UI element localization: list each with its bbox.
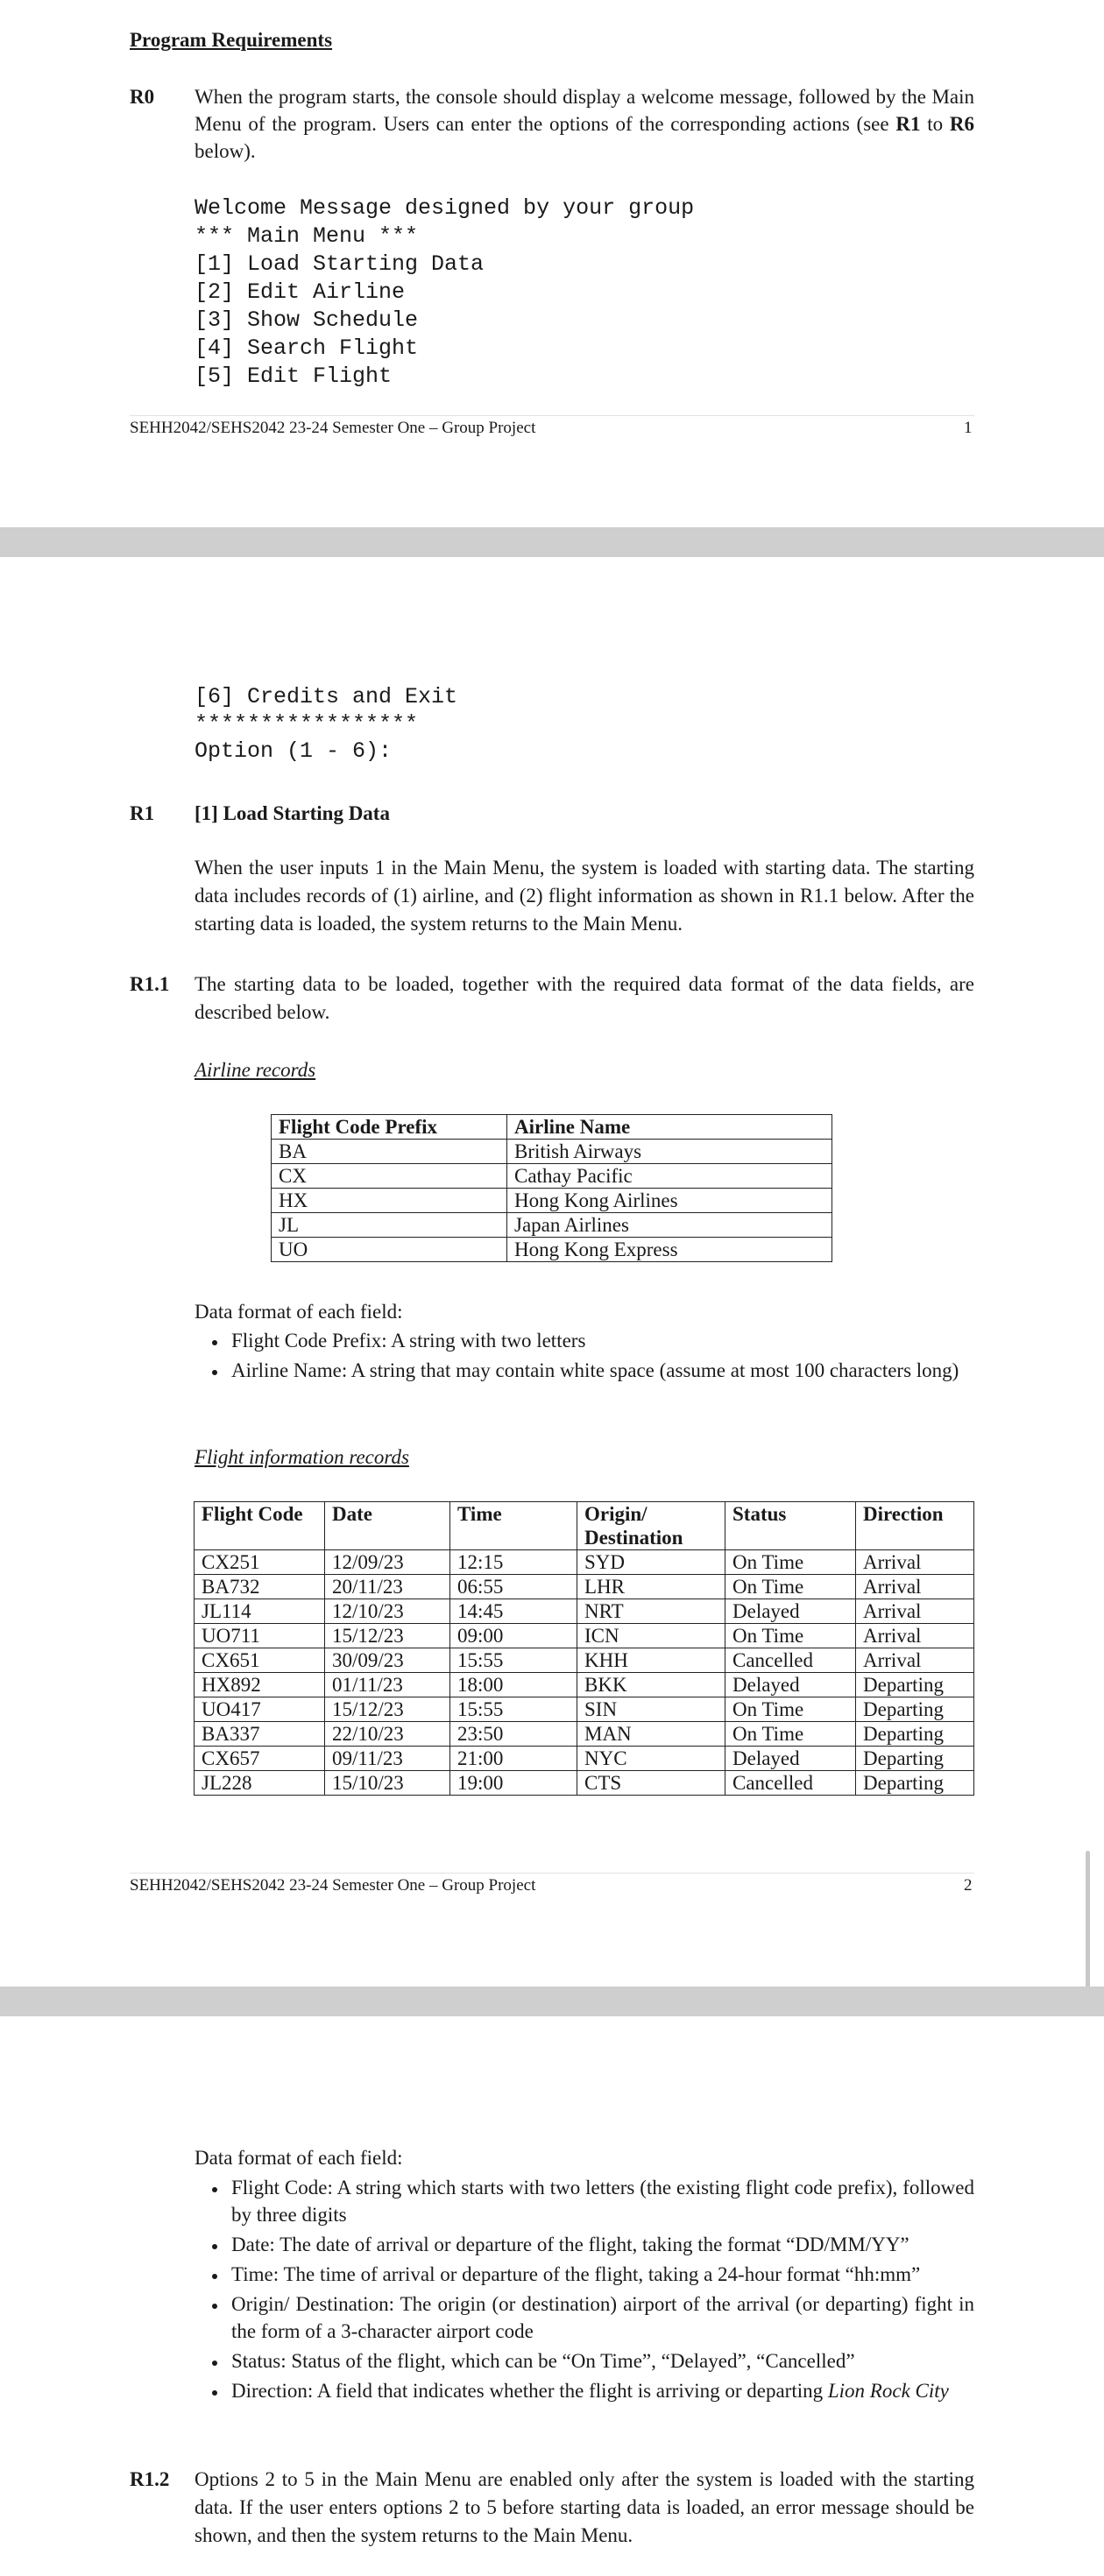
footer-divider	[130, 1873, 974, 1874]
cell: JL228	[195, 1771, 325, 1796]
cell: HX892	[195, 1673, 325, 1697]
cell: 15:55	[450, 1648, 577, 1673]
table-row	[195, 1697, 974, 1722]
cell: CX251	[195, 1550, 325, 1575]
r1-label: R1	[130, 802, 155, 824]
r1-1-text: The starting data to be loaded, together with the required data format of the data fields, are described below.	[195, 973, 974, 1023]
cell: CX	[272, 1164, 507, 1189]
column-header: Airline Name	[507, 1115, 832, 1140]
cell: KHH	[577, 1648, 725, 1673]
airline-format-list	[195, 1327, 974, 1384]
cell: SIN	[577, 1697, 725, 1722]
scrollbar-thumb[interactable]	[1086, 1851, 1090, 1991]
cell: Departing	[856, 1673, 974, 1697]
page-number: 1	[964, 419, 973, 437]
cell: 09:00	[450, 1624, 577, 1648]
r1-2-label: R1.2	[130, 2468, 170, 2490]
cell: On Time	[725, 1550, 856, 1575]
list-item: • Airline Name: A string that may contain white space (assume at most 100 characters long)	[228, 1357, 974, 1384]
cell: British Airways	[507, 1140, 832, 1164]
table-row	[195, 1747, 974, 1771]
cell: Hong Kong Airlines	[507, 1189, 832, 1213]
r1-2-text: Options 2 to 5 in the Main Menu are enabled only after the system is loaded with the starting data. If the user enters options 2 to 5 before starting data is loaded, an error message should be shown, and then the system returns to the Main Menu.	[195, 2468, 974, 2546]
cell: 23:50	[450, 1722, 577, 1747]
cell: Departing	[856, 1747, 974, 1771]
column-header: Flight Code	[195, 1502, 325, 1550]
cell: 15/12/23	[325, 1697, 450, 1722]
table-row	[272, 1213, 832, 1238]
cell: 12/10/23	[325, 1599, 450, 1624]
column-header: Flight Code Prefix	[272, 1115, 507, 1140]
cell: 19:00	[450, 1771, 577, 1796]
column-header: Origin/ Destination	[577, 1502, 725, 1550]
table-row	[272, 1189, 832, 1213]
cell: Arrival	[856, 1550, 974, 1575]
cell: 01/11/23	[325, 1673, 450, 1697]
cell: Arrival	[856, 1575, 974, 1599]
table-header-row	[272, 1115, 832, 1140]
cell: 18:00	[450, 1673, 577, 1697]
page-number: 2	[964, 1876, 973, 1895]
cell: Arrival	[856, 1648, 974, 1673]
table-row	[195, 1673, 974, 1697]
cell: 06:55	[450, 1575, 577, 1599]
airline-records-heading: Airline records	[195, 1059, 316, 1081]
airline-format-title: Data format of each field:	[195, 1301, 403, 1323]
cell: Hong Kong Express	[507, 1238, 832, 1262]
flight-table	[194, 1501, 974, 1796]
cell: JL114	[195, 1599, 325, 1624]
cell: JL	[272, 1213, 507, 1238]
cell: 14:45	[450, 1599, 577, 1624]
cell: HX	[272, 1189, 507, 1213]
cell: BKK	[577, 1673, 725, 1697]
cell: 15/10/23	[325, 1771, 450, 1796]
table-row	[195, 1648, 974, 1673]
table-row	[272, 1238, 832, 1262]
cell: UO	[272, 1238, 507, 1262]
r1-text: When the user inputs 1 in the Main Menu, the system is loaded with starting data. The starting data includes records of (1) airline, and (2) flight information as shown in R1.1 below. After the starting data is loaded, the system returns to the Main Menu.	[195, 857, 974, 935]
cell: Departing	[856, 1697, 974, 1722]
cell: BA732	[195, 1575, 325, 1599]
cell: Cancelled	[725, 1648, 856, 1673]
cell: CX651	[195, 1648, 325, 1673]
table-header-row	[195, 1502, 974, 1550]
cell: 15/12/23	[325, 1624, 450, 1648]
cell: CTS	[577, 1771, 725, 1796]
flight-format-title: Data format of each field:	[195, 2147, 403, 2169]
cell: Delayed	[725, 1673, 856, 1697]
table-row	[195, 1771, 974, 1796]
cell: Departing	[856, 1771, 974, 1796]
cell: On Time	[725, 1575, 856, 1599]
page-footer: SEHH2042/SEHS2042 23-24 Semester One – Group Project	[130, 419, 536, 437]
page-footer: SEHH2042/SEHS2042 23-24 Semester One – Group Project	[130, 1876, 536, 1895]
cell: On Time	[725, 1624, 856, 1648]
list-item: • Flight Code: A string which starts with two letters (the existing flight code prefix), followed by three digits	[228, 2174, 974, 2228]
list-item: • Flight Code Prefix: A string with two letters	[228, 1327, 974, 1354]
r0-text: When the program starts, the console should display a welcome message, followed by the Main Menu of the program. Users can enter the options of the corresponding actions (see R1 to R6 below).	[195, 86, 975, 162]
table-row	[195, 1722, 974, 1747]
r1-title: [1] Load Starting Data	[195, 802, 390, 824]
cell: 20/11/23	[325, 1575, 450, 1599]
table-row	[195, 1624, 974, 1648]
list-item: • Direction: A field that indicates whether the flight is arriving or departing Lion Rock City	[228, 2377, 974, 2404]
cell: CX657	[195, 1747, 325, 1771]
cell: Arrival	[856, 1599, 974, 1624]
console-line: [4] Search Flight	[195, 335, 419, 361]
cell: MAN	[577, 1722, 725, 1747]
console-line: *****************	[195, 711, 419, 737]
cell: 21:00	[450, 1747, 577, 1771]
cell: NYC	[577, 1747, 725, 1771]
cell: Departing	[856, 1722, 974, 1747]
cell: Arrival	[856, 1624, 974, 1648]
console-line: [2] Edit Airline	[195, 279, 406, 305]
r0-label: R0	[130, 86, 155, 108]
console-line: [5] Edit Flight	[195, 363, 393, 389]
console-line: Welcome Message designed by your group	[195, 195, 695, 221]
table-row	[272, 1164, 832, 1189]
column-header: Status	[725, 1502, 856, 1550]
table-row	[195, 1575, 974, 1599]
cell: Japan Airlines	[507, 1213, 832, 1238]
page-separator	[0, 1987, 1104, 2016]
flight-records-heading: Flight information records	[195, 1446, 409, 1468]
cell: 30/09/23	[325, 1648, 450, 1673]
cell: UO711	[195, 1624, 325, 1648]
cell: BA	[272, 1140, 507, 1164]
console-line: [1] Load Starting Data	[195, 251, 485, 277]
list-item: • Time: The time of arrival or departure of the flight, taking a 24-hour format “hh:mm”	[228, 2261, 974, 2288]
column-header: Time	[450, 1502, 577, 1550]
footer-divider	[130, 415, 974, 416]
cell: LHR	[577, 1575, 725, 1599]
cell: Delayed	[725, 1747, 856, 1771]
flight-format-list	[195, 2174, 974, 2404]
console-line: *** Main Menu ***	[195, 223, 419, 249]
column-header: Date	[325, 1502, 450, 1550]
console-line: [3] Show Schedule	[195, 307, 419, 333]
cell: BA337	[195, 1722, 325, 1747]
section-title: Program Requirements	[130, 29, 333, 51]
cell: Cathay Pacific	[507, 1164, 832, 1189]
cell: 12:15	[450, 1550, 577, 1575]
table-row	[272, 1140, 832, 1164]
cell: NRT	[577, 1599, 725, 1624]
cell: 09/11/23	[325, 1747, 450, 1771]
r1-1-label: R1.1	[130, 973, 170, 995]
cell: Delayed	[725, 1599, 856, 1624]
list-item: • Status: Status of the flight, which can be “On Time”, “Delayed”, “Cancelled”	[228, 2347, 974, 2375]
console-main-menu	[195, 194, 694, 391]
cell: SYD	[577, 1550, 725, 1575]
column-header: Direction	[856, 1502, 974, 1550]
console-line: Option (1 - 6):	[195, 738, 393, 764]
cell: 22/10/23	[325, 1722, 450, 1747]
airline-table	[271, 1114, 832, 1262]
console-menu-continued	[195, 683, 457, 766]
cell: UO417	[195, 1697, 325, 1722]
cell: 12/09/23	[325, 1550, 450, 1575]
cell: 15:55	[450, 1697, 577, 1722]
cell: ICN	[577, 1624, 725, 1648]
cell: Cancelled	[725, 1771, 856, 1796]
table-row	[195, 1550, 974, 1575]
cell: On Time	[725, 1697, 856, 1722]
console-line: [6] Credits and Exit	[195, 684, 458, 709]
page-separator	[0, 527, 1104, 557]
list-item: • Origin/ Destination: The origin (or destination) airport of the arrival (or departing) fight in the form of a 3-character airport code	[228, 2290, 974, 2345]
table-row	[195, 1599, 974, 1624]
cell: On Time	[725, 1722, 856, 1747]
list-item: • Date: The date of arrival or departure of the flight, taking the format “DD/MM/YY”	[228, 2231, 974, 2258]
